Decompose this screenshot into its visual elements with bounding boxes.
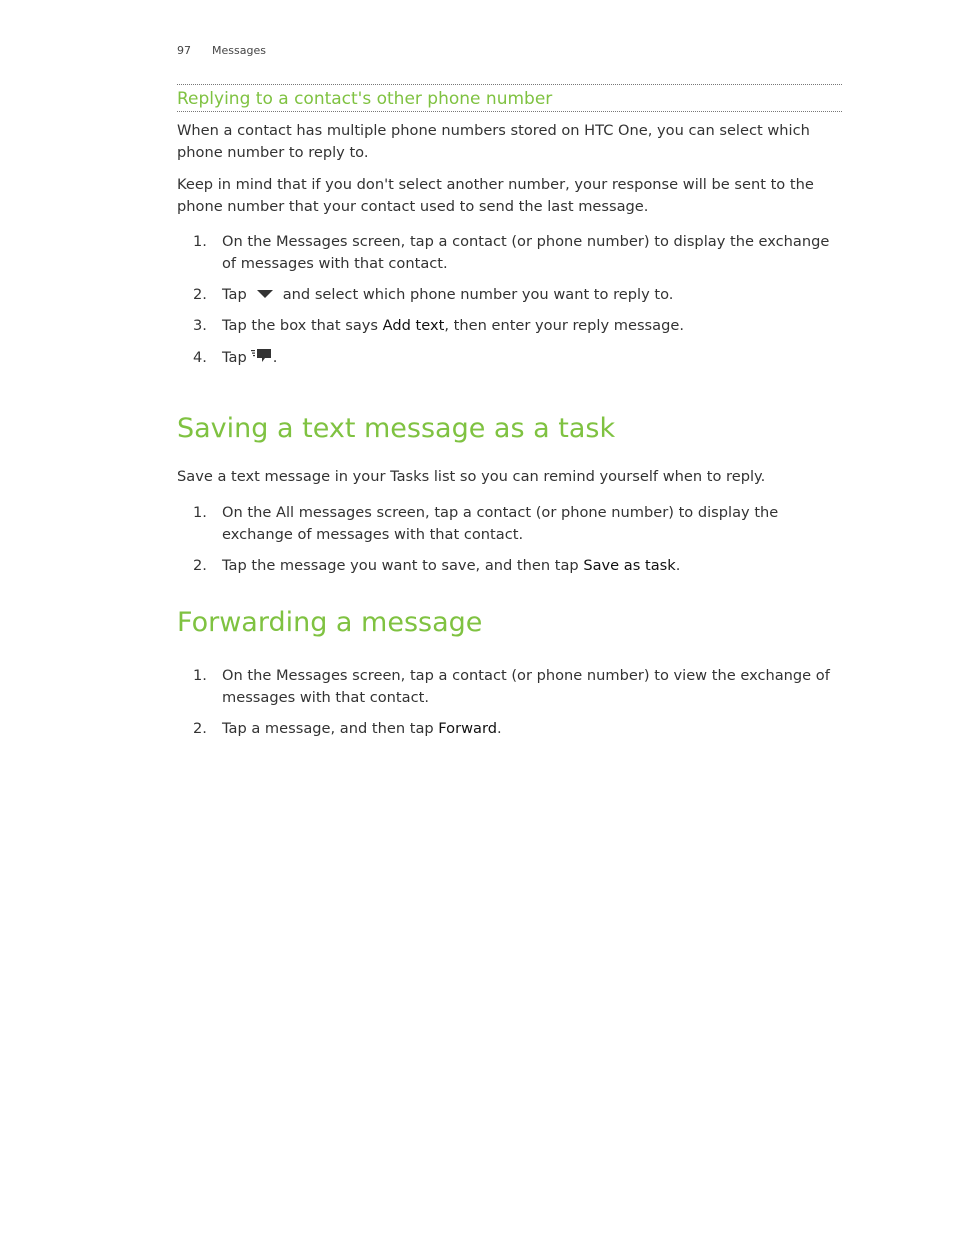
step-text-post: . bbox=[272, 349, 278, 366]
step-text-post: . bbox=[497, 720, 502, 737]
step-text-pre: Tap the message you want to save, and then tap bbox=[222, 557, 584, 574]
page-number: 97 bbox=[177, 44, 191, 57]
section-forward-title: Forwarding a message bbox=[177, 607, 483, 638]
step-number: 2. bbox=[193, 286, 207, 303]
step-text: On the Messages screen, tap a contact (or phone number) to display the exchange of messages with that contact. bbox=[222, 233, 830, 272]
ui-term-save-as-task: Save as task bbox=[583, 557, 676, 574]
step-text: On the All messages screen, tap a contact (or phone number) to display the exchange of messages with that contact. bbox=[222, 504, 779, 543]
dropdown-triangle-icon bbox=[257, 290, 273, 298]
send-message-icon bbox=[251, 348, 273, 371]
reply-para-2: Keep in mind that if you don't select another number, your response will be sent to the phone number that your contact used to send the last message. bbox=[177, 176, 814, 215]
step-text-pre: Tap bbox=[222, 349, 247, 366]
step-text-pre: Tap bbox=[222, 286, 247, 303]
step-text-post: , then enter your reply message. bbox=[444, 317, 684, 334]
step-text bbox=[222, 284, 847, 306]
step-number: 1. bbox=[193, 233, 207, 250]
reply-para-1: When a contact has multiple phone numbers stored on HTC One, you can select which phone number to reply to. bbox=[177, 122, 810, 161]
step-text bbox=[222, 315, 847, 337]
step-number: 2. bbox=[193, 720, 207, 737]
step-number: 1. bbox=[193, 667, 207, 684]
step-text-post: . bbox=[675, 557, 681, 574]
step-number: 2. bbox=[193, 557, 207, 574]
step-text bbox=[222, 347, 847, 371]
step-text bbox=[222, 718, 847, 740]
section-task-title: Saving a text message as a task bbox=[177, 413, 616, 444]
page-header bbox=[177, 44, 266, 57]
step-text-post: and select which phone number you want to reply to. bbox=[282, 286, 674, 303]
ui-term-add-text: Add text bbox=[382, 317, 445, 334]
section-reply-heading bbox=[177, 84, 842, 112]
step-number: 1. bbox=[193, 504, 207, 521]
task-intro: Save a text message in your Tasks list so you can remind yourself when to reply. bbox=[177, 468, 766, 485]
step-text: On the Messages screen, tap a contact (or phone number) to view the exchange of messages with that contact. bbox=[222, 667, 830, 706]
chapter-title: Messages bbox=[212, 44, 266, 57]
step-text-pre: Tap the box that says bbox=[222, 317, 383, 334]
step-text-pre: Tap a message, and then tap bbox=[222, 720, 439, 737]
section-reply-title: Replying to a contact's other phone number bbox=[177, 89, 553, 109]
ui-term-forward: Forward bbox=[438, 720, 497, 737]
step-text bbox=[222, 555, 847, 577]
step-number: 3. bbox=[193, 317, 207, 334]
step-number: 4. bbox=[193, 349, 207, 366]
